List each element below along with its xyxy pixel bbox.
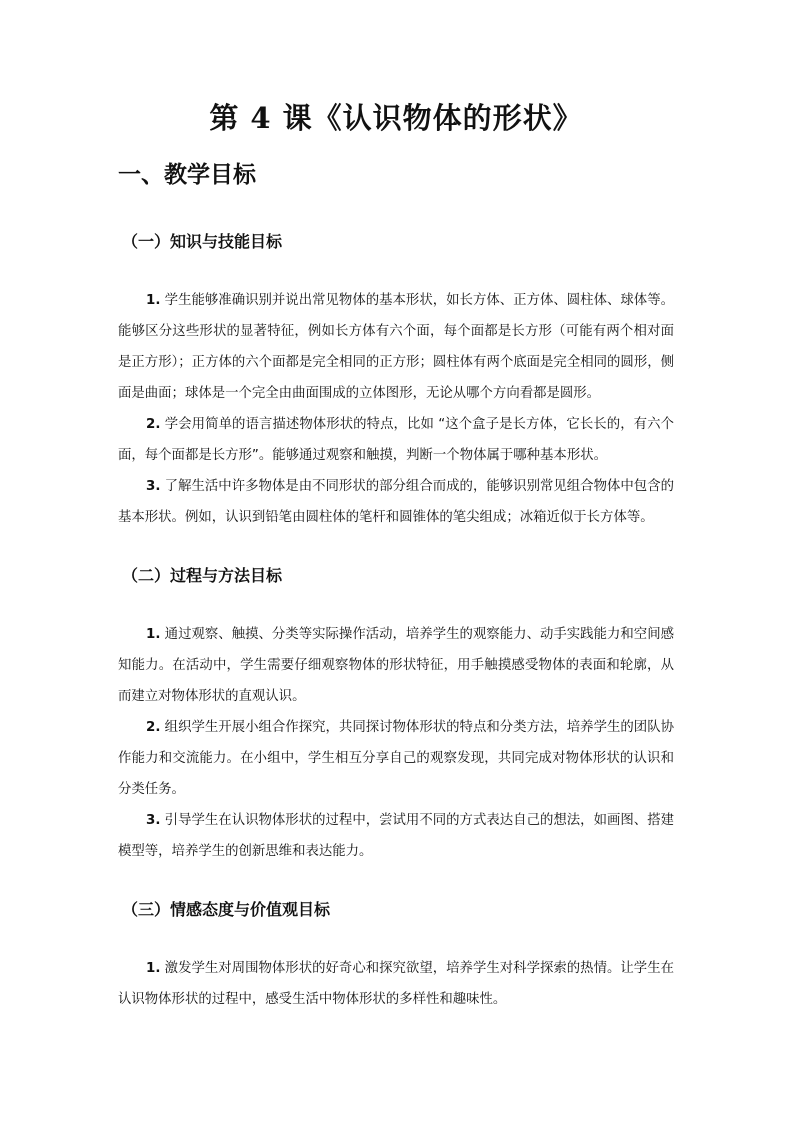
paragraph-number: 1.: [146, 293, 161, 308]
subsection-heading-emotions-values: （三）情感态度与价值观目标: [122, 900, 331, 919]
paragraph-number: 3.: [146, 479, 161, 494]
paragraph-text: 学会用简单的语言描述物体形状的特点，比如 “这个盒子是长方体，它长长的，有六个面，每个面都是长方形”。能够通过观察和触摸，判断一个物体属于哪种基本形状。: [118, 417, 674, 463]
paragraph: [118, 953, 674, 1015]
paragraph-text: 组织学生开展小组合作探究，共同探讨物体形状的特点和分类方法，培养学生的团队协作能力和交流能力。在小组中，学生相互分享自己的观察发现，共同完成对物体形状的认识和分类任务。: [118, 720, 674, 797]
subsection-body-knowledge-skills: [118, 285, 674, 533]
paragraph-number: 2.: [146, 720, 161, 735]
paragraph: [118, 619, 674, 712]
paragraph-text: 激发学生对周围物体形状的好奇心和探究欲望，培养学生对科学探索的热情。让学生在认识物体形状的过程中，感受生活中物体形状的多样性和趣味性。: [118, 961, 674, 1007]
subsection-body-process-methods: [118, 619, 674, 867]
paragraph-text: 了解生活中许多物体是由不同形状的部分组合而成的，能够识别常见组合物体中包含的基本形状。例如，认识到铅笔由圆柱体的笔杆和圆锥体的笔尖组成；冰箱近似于长方体等。: [118, 479, 674, 525]
section-heading-teaching-goals: 一、教学目标: [118, 162, 256, 188]
paragraph-number: 2.: [146, 417, 161, 432]
paragraph-text: 引导学生在认识物体形状的过程中，尝试用不同的方式表达自己的想法，如画图、搭建模型等，培养学生的创新思维和表达能力。: [118, 813, 674, 859]
subsection-heading-knowledge-skills: （一）知识与技能目标: [122, 232, 283, 251]
paragraph-number: 1.: [146, 961, 161, 976]
paragraph: [118, 409, 674, 471]
paragraph-number: 1.: [146, 627, 161, 642]
paragraph-text: 学生能够准确识别并说出常见物体的基本形状，如长方体、正方体、圆柱体、球体等。能够区分这些形状的显著特征，例如长方体有六个面，每个面都是长方形（可能有两个相对面是正方形）；正方体的六个面都是完全相同的正方形；圆柱体有两个底面是完全相同的圆形，侧面是曲面；球体是一个完全由曲面围成的立体图形，无论从哪个方向看都是圆形。: [118, 293, 674, 401]
subsection-body-emotions-values: [118, 953, 674, 1015]
paragraph: [118, 471, 674, 533]
paragraph: [118, 712, 674, 805]
paragraph: [118, 285, 674, 409]
document-title: 第 4 课《认识物体的形状》: [209, 101, 583, 135]
subsection-heading-process-methods: （二）过程与方法目标: [122, 566, 283, 585]
paragraph: [118, 805, 674, 867]
paragraph-text: 通过观察、触摸、分类等实际操作活动，培养学生的观察能力、动手实践能力和空间感知能力。在活动中，学生需要仔细观察物体的形状特征，用手触摸感受物体的表面和轮廓，从而建立对物体形状的直观认识。: [118, 627, 674, 704]
paragraph-number: 3.: [146, 813, 161, 828]
